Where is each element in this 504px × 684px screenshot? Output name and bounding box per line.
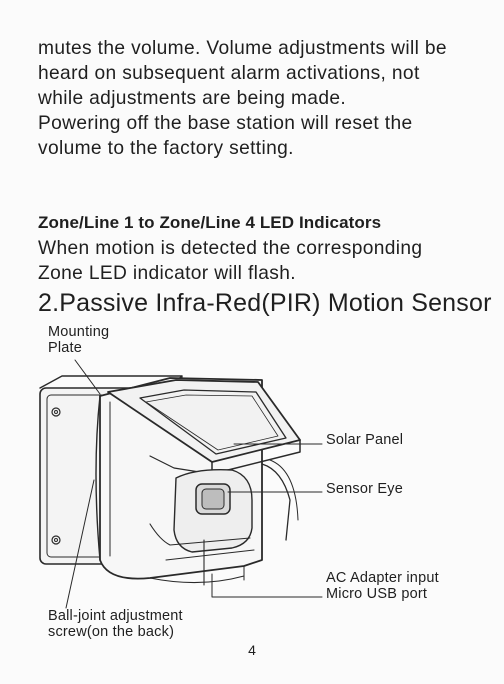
label-line: Ball-joint adjustment [48,608,183,624]
ac-adapter-label [326,570,439,602]
mounting-plate-label [48,324,109,356]
label-line: Micro USB port [326,586,428,602]
text-line: Zone LED indicator will flash. [38,263,296,284]
text-line: When motion is detected the corresponding [38,238,423,259]
label-line: AC Adapter input [326,570,439,586]
label-line: Mounting [48,324,110,340]
text-line: Powering off the base station will reset the [38,113,413,134]
text-line: volume to the factory setting. [38,138,294,159]
text-line: mutes the volume. Volume adjustments will be [38,38,447,59]
sensor-body-shape [96,378,300,585]
sensor-eye-label: Sensor Eye [326,481,403,497]
text-line: while adjustments are being made. [38,88,347,109]
text-line: heard on subsequent alarm activations, not [38,63,420,84]
label-line: Plate [48,340,83,356]
ball-joint-label [48,608,183,640]
section-title: 2.Passive Infra-Red(PIR) Motion Sensor [38,289,492,317]
solar-panel-label: Solar Panel [326,432,404,448]
label-line: screw(on the back) [48,624,175,640]
zone-led-heading: Zone/Line 1 to Zone/Line 4 LED Indicators [38,213,382,232]
page-number: 4 [248,642,256,658]
